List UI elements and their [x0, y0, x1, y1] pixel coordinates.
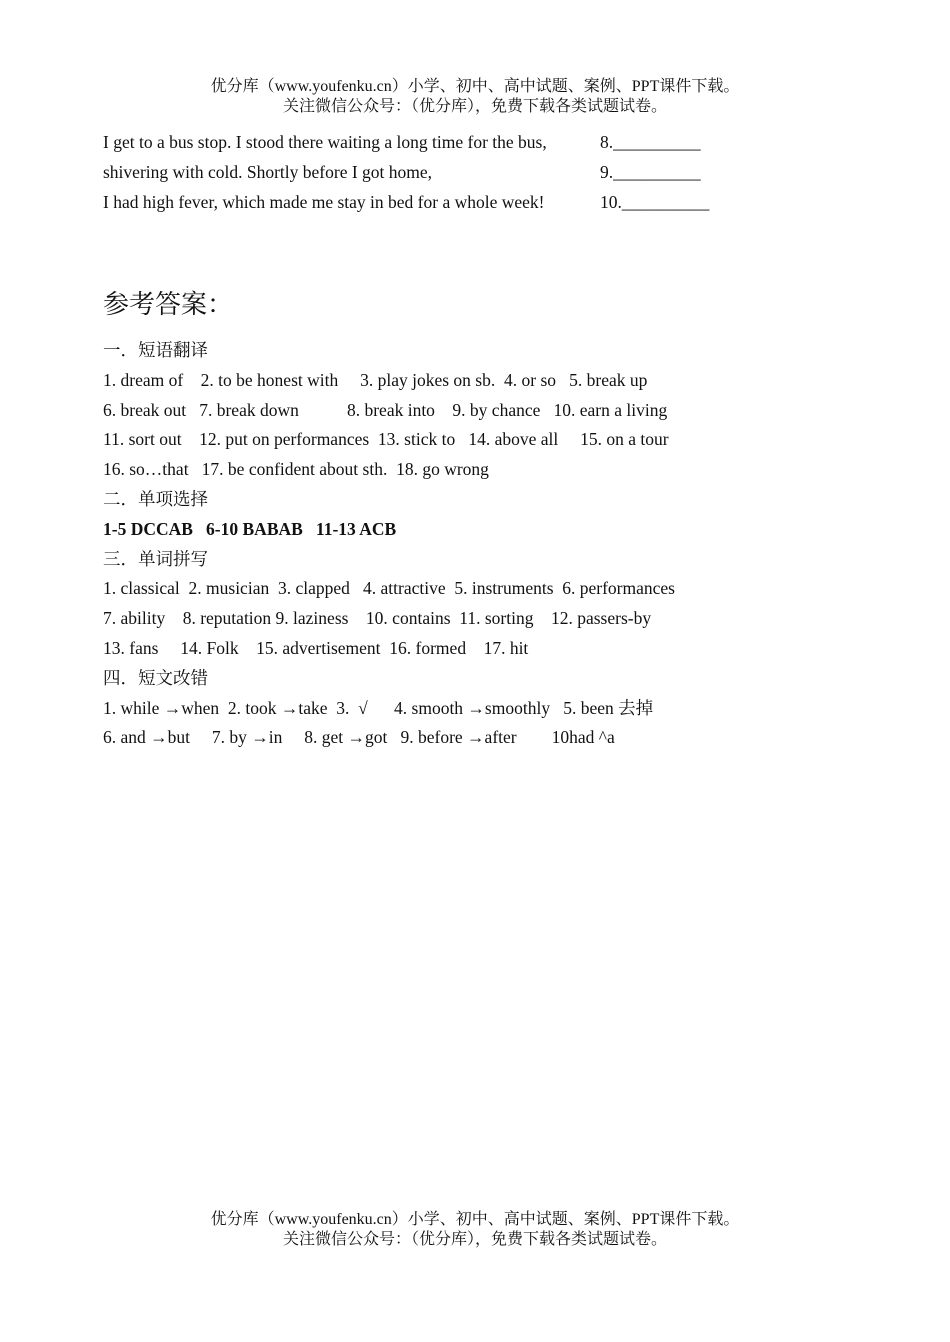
section-title-phrases: 一．短语翻译 — [103, 340, 208, 360]
page-footer — [0, 1210, 950, 1250]
header-line-2: 关注微信公众号：（优分库），免费下载各类试题试卷。 — [282, 98, 667, 115]
answer-blank: 8.__________ — [600, 132, 701, 152]
header-line-1: 优分库（www.youfenku.cn）小学、初中、高中试题、案例、PPT课件下载。 — [210, 78, 740, 95]
passage-line — [103, 191, 710, 221]
answer-line: 16. so…that 17. be confident about sth. 18. go wrong — [103, 459, 489, 480]
footer-line-1: 优分库（www.youfenku.cn）小学、初中、高中试题、案例、PPT课件下载。 — [210, 1211, 740, 1228]
answer-line: 6. break out 7. break down 8. break into 9. by chance 10. earn a living — [103, 399, 668, 420]
passage-block — [103, 131, 710, 221]
answer-line: 1. dream of 2. to be honest with 3. play jokes on sb. 4. or so 5. break up — [103, 369, 648, 390]
section-title-correction: 四．短文改错 — [103, 667, 208, 688]
answer-line: 1. classical 2. musician 3. clapped 4. attractive 5. instruments 6. performances — [103, 578, 675, 599]
passage-line — [103, 161, 701, 191]
answer-blank: 10.__________ — [600, 192, 710, 212]
answer-line: 7. ability 8. reputation 9. laziness 10. contains 11. sorting 12. passers-by — [103, 608, 652, 629]
answer-line: 6. and →but 7. by →in 8. get →got 9. before →after 10had ^a — [103, 727, 615, 748]
passage-line — [103, 131, 701, 161]
answer-line: 13. fans 14. Folk 15. advertisement 16. formed 17. hit — [103, 637, 529, 658]
answer-title: 参考答案： — [103, 290, 234, 319]
answer-line: 1. while →when 2. took →take 3. √ 4. smooth →smoothly 5. been 去掉 — [103, 697, 654, 718]
footer-line-2: 关注微信公众号：（优分库），免费下载各类试题试卷。 — [282, 1231, 667, 1248]
answer-key — [103, 339, 675, 756]
answer-line: 11. sort out 12. put on performances 13. stick to 14. above all 15. on a tour — [103, 429, 669, 450]
section-title-spelling: 三．单词拼写 — [103, 548, 208, 569]
page-header — [0, 77, 950, 117]
passage-text: shivering with cold. Shortly before I got home, — [103, 162, 433, 182]
passage-text: I had high fever, which made me stay in bed for a whole week! — [103, 192, 545, 212]
answer-line: 1-5 DCCAB 6-10 BABAB 11-13 ACB — [103, 518, 397, 539]
section-title-choice: 二．单项选择 — [103, 488, 208, 509]
passage-text: I get to a bus stop. I stood there waiting a long time for the bus, — [103, 132, 547, 152]
answer-blank: 9.__________ — [600, 162, 701, 182]
